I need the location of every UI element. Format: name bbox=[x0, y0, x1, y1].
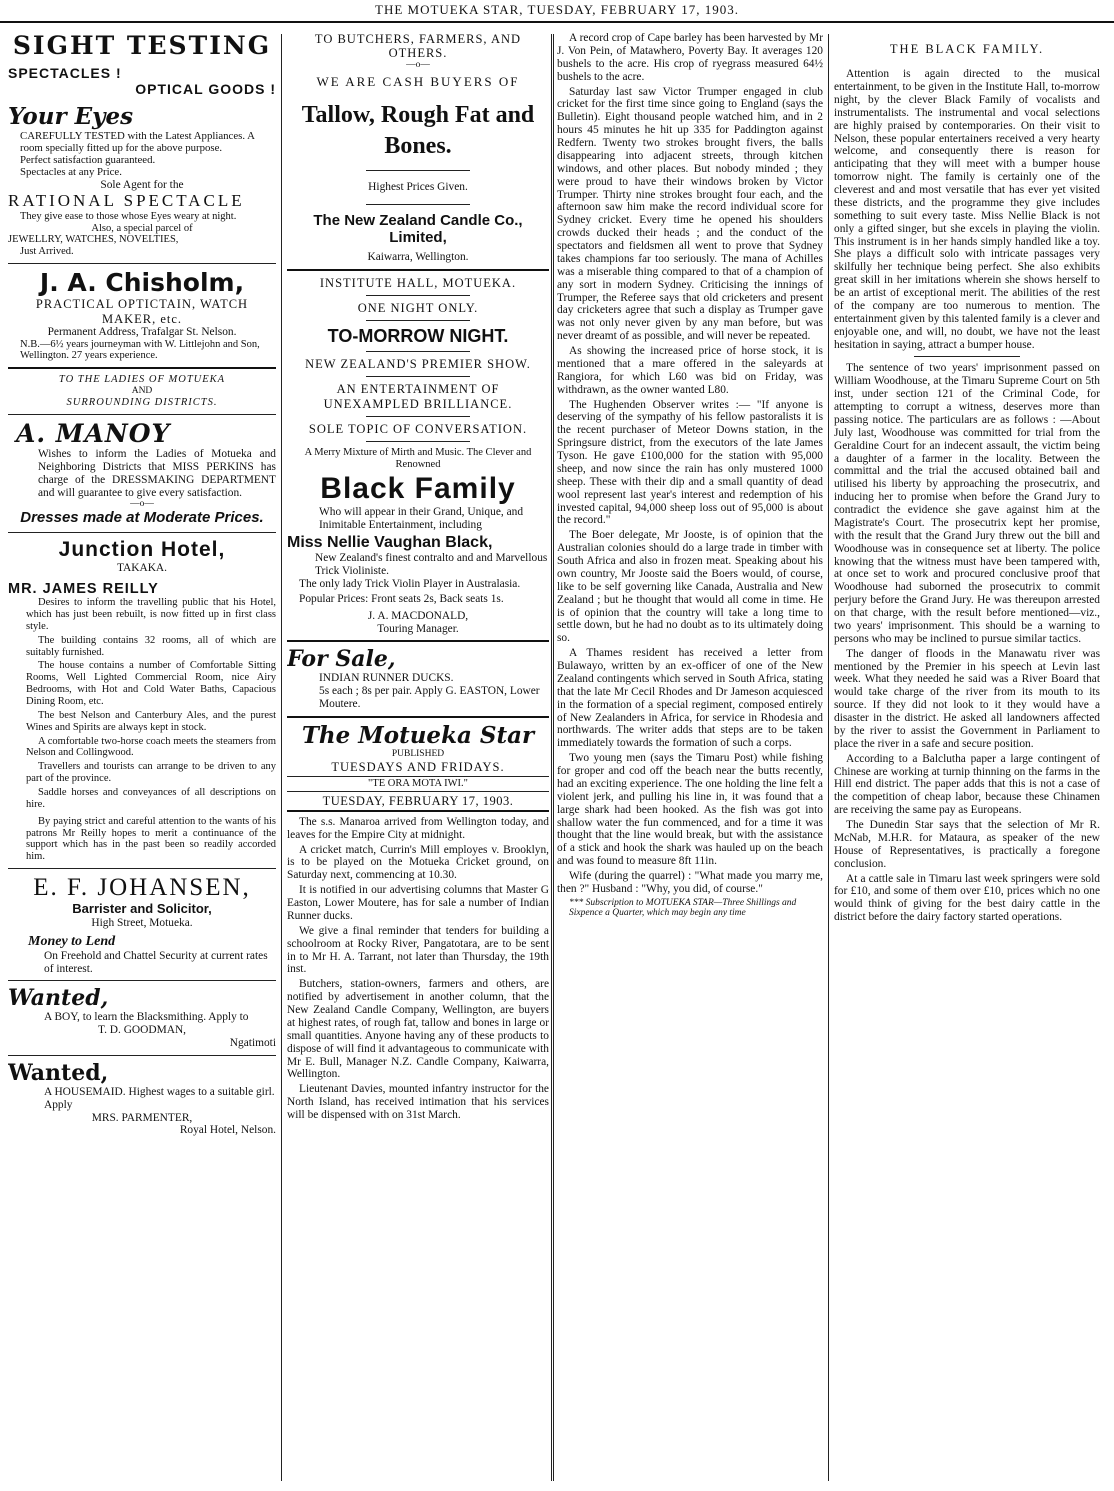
motueka-star-title: The Motueka Star bbox=[301, 721, 535, 749]
news-para: It is notified in our advertising columns that Master G Easton, Lower Moutere, has for sale a number of Indian Runner ducks. bbox=[287, 884, 549, 922]
column-2 bbox=[287, 32, 549, 1483]
cash-buyers-line: WE ARE CASH BUYERS OF bbox=[316, 73, 520, 89]
ladies-line: TO THE LADIES OF MOTUEKA bbox=[58, 374, 226, 386]
spectacles-line: SPECTACLES ! bbox=[8, 65, 122, 82]
one-night-line: ONE NIGHT ONLY. bbox=[357, 300, 479, 315]
your-eyes-heading: Your Eyes bbox=[8, 102, 134, 130]
news-para: The sentence of two years' imprisonment passed on William Woodhouse, at the Timaru Supreme Court on 5th inst, under section 121 of the Criminal Code, for attempting to corrupt a witness, deserves more than passing notice. The particulars are as follows : —About July last, Woodhouse was committed for trial from the Geraldine Court for an indecent assault, the victim being a daughter of a farmer in the locality. Between the committal and the trial the accused obtained bail and utilised his liberty by approaching the prosecutrix, and inducing her to promise when before the Grand Jury to contradict the evidence she gave against him at the Magistrate's Court. The prosecutrix kept her promise, with the result that the Grand Jury threw out the bill and Woodhouse was in consequence set at liberty. The police knowing that the witness must have been tampered with, at once set to work and procured conclusive proof that Woodhouse had suborned the prosecutrix to commit perjury before the Grand Jury. He was thereupon arrested on that charge, with the result before mentioned—viz., two years' imprisonment. This should be a warning to persons who may be inclined to pursue similar tactics. bbox=[834, 362, 1100, 645]
merry-mixture-line: A Merry Mixture of Mirth and Music. The Clever and Renowned bbox=[304, 446, 532, 470]
news-para: The Dunedin Star says that the selection of Mr R. McNab, M.H.R. for Mataura, as speaker of the new House of Representatives, is practically a foregone conclusion. bbox=[834, 819, 1100, 870]
black-family-heading: Black Family bbox=[320, 472, 516, 506]
tomorrow-night-heading: TO-MORROW NIGHT. bbox=[327, 325, 509, 346]
ducks-text: 5s each ; 8s per pair. Apply G. EASTON, Lower Moutere. bbox=[319, 685, 540, 711]
column-rule bbox=[828, 34, 829, 1481]
permanent-address: Permanent Address, Trafalgar St. Nelson. bbox=[47, 325, 237, 338]
nb-line: N.B.—6½ years journeyman with W. Littlejohn and Son, Wellington. 27 years experience. bbox=[20, 338, 260, 362]
tuesdays-fridays: TUESDAYS AND FRIDAYS. bbox=[331, 759, 505, 774]
dateline: TUESDAY, FEBRUARY 17, 1903. bbox=[287, 794, 549, 812]
high-street-line: High Street, Motueka. bbox=[91, 917, 193, 930]
news-para: Two young men (says the Timaru Post) while fishing for groper and cod off the beach near the butts recently, had an exciting experience. The one holding the line felt a violent jerk, and pulling his line in, it was found that a large shark had been hooked. As the fish was got into shallow water the fun commenced, and for a time it was thought that the line would break, but with the assistance of a stick and hook the shark was hauled up on the beach and was found to measure 8ft 11in. bbox=[557, 752, 823, 868]
news-para: The danger of floods in the Manawatu river was mentioned by the Premier in his speech at Levin last week. What they needed he said was a River Board that would take charge of the river from its mouth to its source. If they did not look to it they would have a disaster in the district. He asked all landowners affected by the river to assist the Government in Parliament to place the river in a safe and secure position. bbox=[834, 647, 1100, 750]
only-lady-line: The only lady Trick Violin Player in Australasia. bbox=[299, 577, 521, 590]
sole-agent: Sole Agent for the bbox=[100, 178, 184, 191]
subscription-note: *** Subscription to MOTUEKA STAR—Three Shillings and Sixpence a Quarter, which may begin any time bbox=[569, 897, 797, 919]
news-para: The s.s. Manaroa arrived from Wellington today, and leaves for the Empire City at midnight. bbox=[287, 815, 549, 841]
news-para: Saturday last saw Victor Trumper engaged in club cricket for the first time since going to England (says the Bulletin). Eight thousand people watched him, and in 2 hours 45 minutes he hit up 335 for Paddington against Redfern. Twenty two strokes brought fivers, the balls disappearing into adjacent streets, through kitchen windows, and other places. But nobody minded ; they were proud to have their windows broken by Victor Trumper. Thirty nine strokes brought four each, and the afternoon saw him make the record individual score for Sydney cricket. Every time he opened his shoulders crowds ducked their heads ; and the conduct of the spectators and fieldsmen all went to prove that Sydney takes champions far too seriously. The mana of Achilles was a miserable thing compared to that of a champion of any sort in modern Sydney. Criticising the innings of Trumper, the Referee says that old cricketers and present day cricketers agree that such a display as Trumper gave was not only never given by any man before, but was never dreamt of as possible, and will never be repeated. bbox=[557, 85, 823, 343]
reilly-para: Saddle horses and conveyances of all descriptions on hire. bbox=[26, 786, 276, 810]
entertainment-line: AN ENTERTAINMENT OF UNEXAMPLED BRILLIANCE. bbox=[323, 382, 513, 411]
column-3 bbox=[557, 32, 823, 1483]
news-para: At a cattle sale in Timaru last week springers were sold for £10, and some of them over £10, prices which no one would think of giving for the best dairy cattle in the district before the dairy factory started operations. bbox=[834, 872, 1100, 924]
reilly-para: The building contains 32 rooms, all of which are suitably furnished. bbox=[26, 634, 276, 658]
tested-line: Spectacles at any Price. bbox=[20, 166, 122, 179]
highest-prices-line: Highest Prices Given. bbox=[368, 181, 468, 194]
column-rule bbox=[281, 34, 282, 1481]
rational-spectacle: RATIONAL SPECTACLE bbox=[8, 191, 245, 211]
divider-o: —o— bbox=[130, 499, 154, 510]
news-para: Wife (during the quarrel) : "What made you marry me, then ?" Husband : "Why, you did, of course." bbox=[557, 870, 823, 895]
optical-goods-line: OPTICAL GOODS ! bbox=[135, 81, 276, 98]
published-line: PUBLISHED bbox=[391, 748, 445, 759]
royal-hotel-line: Royal Hotel, Nelson. bbox=[179, 1124, 276, 1137]
column-1 bbox=[8, 32, 276, 1483]
just-arrived: Just Arrived. bbox=[20, 246, 74, 258]
chisholm-heading: J. A. Chisholm, bbox=[39, 268, 245, 298]
wanted-heading: Wanted, bbox=[8, 985, 109, 1012]
kaiwarra-line: Kaiwarra, Wellington. bbox=[367, 250, 469, 263]
column-rule bbox=[551, 34, 554, 1481]
jewellry-line: JEWELLRY, WATCHES, NOVELTIES, bbox=[8, 234, 179, 246]
johansen-heading: E. F. JOHANSEN, bbox=[33, 874, 251, 902]
also-line: Also, a special parcel of bbox=[91, 222, 193, 234]
butchers-heading: TO BUTCHERS, FARMERS, AND OTHERS. bbox=[314, 32, 522, 61]
takaka-line: TAKAKA. bbox=[116, 561, 168, 574]
reilly-para: Desires to inform the travelling public that his Hotel, which has just been rebuilt, is now fitted up in first class style. bbox=[26, 597, 276, 632]
news-para: A record crop of Cape barley has been harvested by Mr J. Von Pein, of Matawhero, Poverty Bay. It averages 120 bushels to the acre. His crop of ryegrass measured 64½ bushels to the acre. bbox=[557, 32, 823, 83]
reilly-para: The best Nelson and Canterbury Ales, and the purest Wines and Spirits are always kept in stock. bbox=[26, 709, 276, 733]
wanted-housemaid-heading: Wanted, bbox=[8, 1059, 109, 1086]
tallow-heading: Tallow, Rough Fat and Bones. bbox=[301, 101, 535, 159]
news-para: We give a final reminder that tenders for building a schoolroom at Rocky River, Pangatotara, are to be sent in to Mr H. A. Tarrant, not later than Thursday, the 19th inst. bbox=[287, 924, 549, 976]
goodman-name: T. D. GOODMAN, bbox=[97, 1024, 187, 1037]
news-para: The Boer delegate, Mr Jooste, is of opinion that the Australian colonies should do a large trade in timber with South Africa and also in frozen meat. Speaking about his own country, Mr Jooste said the Boers would, of course, like to be self governing like Canada, Australia and New Zealand ; but he thought that would all come in time. He is of opinion that the country will take a long time to settle down, but he had no doubt as to its ultimately doing so. bbox=[557, 529, 823, 645]
premier-show-line: NEW ZEALAND'S PREMIER SHOW. bbox=[305, 357, 531, 372]
ngatimoti-line: Ngatimoti bbox=[229, 1037, 276, 1050]
touring-manager: Touring Manager. bbox=[377, 622, 459, 635]
sole-topic-line: SOLE TOPIC OF CONVERSATION. bbox=[308, 421, 528, 436]
masthead: THE MOTUEKA STAR, TUESDAY, FEBRUARY 17, 1903. bbox=[0, 2, 1114, 23]
news-para: As showing the increased price of horse stock, it is mentioned that a mare offered in the saleyards at Rangiora, for which L60 was bid on Friday, was withdrawn, as the owner wanted L80. bbox=[557, 345, 823, 396]
who-will-appear: Who will appear in their Grand, Unique, and Inimitable Entertainment, including bbox=[319, 506, 524, 532]
macdonald-name: J. A. MACDONALD, bbox=[367, 609, 469, 622]
ladies-and: AND bbox=[131, 386, 153, 397]
institute-hall-line: INSTITUTE HALL, MOTUEKA. bbox=[319, 275, 517, 290]
ducks-line: INDIAN RUNNER DUCKS. bbox=[319, 672, 454, 685]
news-para: The Hughenden Observer writes :— "If anyone is deserving of the sympathy of his fellow pastoralists it is the recent purchaser of Meteor Downs station, in the Springsure district, from the executors of the late James Tyson. He gave £100,000 for the station with 95,000 sheep, and now since the rain has only mustered 1000 sheep. These with their dip and a small quantity of dead wool represent last year's interest and redemption of his invested capital, 94,000 sheep loss out of 95,000 is about the record." bbox=[557, 398, 823, 527]
news-para: According to a Balclutha paper a large contingent of Chinese are working at turnip thinning on the farms in the Hill end district. The paper adds that this is not a case of the competition of cheap labor, because these Chinamen are receiving the same pay as Europeans. bbox=[834, 752, 1100, 817]
dresses-line: Dresses made at Moderate Prices. bbox=[20, 509, 264, 527]
nellie-black-heading: Miss Nellie Vaughan Black, bbox=[287, 534, 493, 552]
candle-co-heading: The New Zealand Candle Co., Limited, bbox=[313, 211, 523, 246]
reilly-closing: By paying strict and careful attention to the wants of his patrons Mr Reilly hopes to merit a continuance of the support which has in the past been so readily accorded him. bbox=[26, 815, 276, 863]
reilly-heading: MR. JAMES REILLY bbox=[8, 580, 159, 597]
sight-testing-heading: SIGHT TESTING bbox=[12, 32, 272, 60]
black-family-article-heading: THE BLACK FAMILY. bbox=[889, 42, 1045, 56]
news-para: Lieutenant Davies, mounted infantry instructor for the North Island, has received intimation that his services will be dispensed with on 31st March. bbox=[287, 1083, 549, 1121]
nellie-description: New Zealand's finest contralto and and Marvellous Trick Violiniste. bbox=[315, 552, 548, 578]
surrounding-line: SURROUNDING DISTRICTS. bbox=[66, 396, 218, 408]
wanted-boy-text: A BOY, to learn the Blacksmithing. Apply to bbox=[44, 1011, 249, 1024]
junction-hotel-heading: Junction Hotel, bbox=[58, 538, 226, 562]
parmenter-name: MRS. PARMENTER, bbox=[91, 1111, 193, 1124]
freehold-line: On Freehold and Chattel Security at current rates of interest. bbox=[44, 949, 268, 975]
column-4 bbox=[834, 32, 1100, 1483]
rational-note: They give ease to those whose Eyes weary at night. bbox=[20, 210, 237, 222]
reilly-para: Travellers and tourists can arrange to be driven to any part of the province. bbox=[26, 761, 276, 785]
motto-line: "TE ORA MOTA IWI." bbox=[287, 776, 549, 792]
barrister-line: Barrister and Solicitor, bbox=[72, 901, 212, 917]
money-to-lend: Money to Lend bbox=[28, 933, 116, 949]
reilly-para: A comfortable two-horse coach meets the steamers from Nelson and Collingwood. bbox=[26, 735, 276, 759]
reilly-para: The house contains a number of Comfortable Sitting Rooms, Well Lighted Commercial Room, nice Airy Bedrooms, with Hot and Cold Water Baths, Capacious Dining Room, etc. bbox=[26, 660, 276, 707]
practical-line: PRACTICAL OPTICTAIN, WATCH MAKER, etc. bbox=[35, 297, 249, 326]
news-para: A Thames resident has received a letter from Bulawayo, written by an ex-officer of one of the New Zealand contingents which served in South Africa, stating that the late Mr Cecil Rhodes and Dr Jameson acquiesced in the formation of a special regiment, composed entirely of New Zealanders in Africa, for service in Rhodesia and northwards. The writer adds that steps are to be taken immediately towards the formation of such a corps. bbox=[557, 647, 823, 750]
for-sale-heading: For Sale, bbox=[287, 646, 396, 673]
tested-line: Perfect satisfaction guaranteed. bbox=[20, 154, 156, 167]
manoy-heading: A. MANOY bbox=[16, 418, 171, 448]
news-para: Butchers, station-owners, farmers and others, are notified by advertisement in another column, that the New Zealand Candle Company, Wellington, are buyers at highest rates, of rough fat, tallow and bones in large or small quantities. Anyone having any of these products to dispose of will find it advantageous to communicate with Mr E. Bull, Manager N.Z. Candle Company, Kaiwarra, Wellington. bbox=[287, 978, 549, 1081]
tested-line: CAREFULLY TESTED with the Latest Appliances. A room specially fitted up for the above purpose. bbox=[20, 129, 255, 155]
news-para: A cricket match, Currin's Mill employes v. Brooklyn, is to be played on the Motueka Cricket ground, on Saturday next, commencing at 10.30. bbox=[287, 843, 549, 882]
prices-line: Popular Prices: Front seats 2s, Back seats 1s. bbox=[299, 592, 504, 605]
wanted-housemaid-text: A HOUSEMAID. Highest wages to a suitable girl. Apply bbox=[44, 1085, 275, 1111]
divider-o: —o— bbox=[406, 60, 430, 71]
news-para: Attention is again directed to the musical entertainment, to be given in the Institute Hall, to-morrow night, by the clever Black Family of vocalists and instrumentalists. The instrumental and vocal selections are highly praised by contemporaries. On their visit to Nelson, these popular entertainers received a very hearty welcome, and consequently there is reason for anticipating that they will meet with a bumper house tomorrow night. The family is certainly one of the cleverest and and most versatile that has ever yet visited these districts, and the programme they give includes something to suit every taste. Miss Nellie Black is not only a gifted singer, but she excels in playing the violin. This instrument is in her hands simply handled like a toy. She plays a difficult solo with intricate passages very skilfully her technique being perfect. She also exhibits great skill in her imitations wherein she shows herself to be an artist of exceptional merit. The abilities of the rest of the company are too numerous to mention. The entertainment given by this talented family is a clever and enjoyable one, and will, no doubt, we have not the least hesitation in saying, attract a bumper house. bbox=[834, 68, 1100, 351]
manoy-text: Wishes to inform the Ladies of Motueka and Neighboring Districts that MISS PERKINS has charge of the DRESSMAKING DEPARTMENT and will guarantee to give every satisfaction. bbox=[38, 447, 276, 499]
